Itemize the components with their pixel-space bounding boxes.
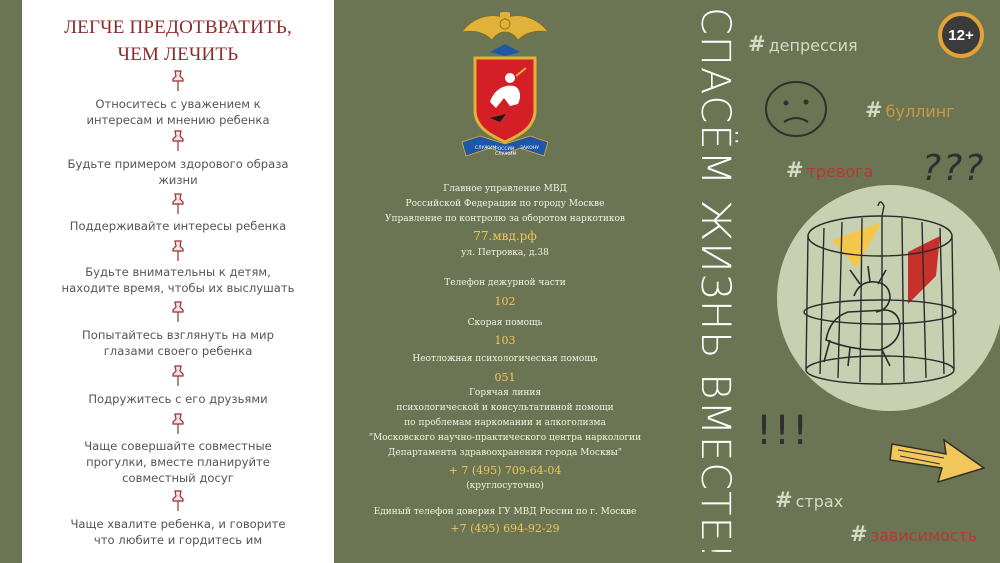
tip-healthy-example: Будьте примером здорового образа жизни	[67, 157, 289, 187]
ribbon-text-left: СЛУЖИМ	[475, 146, 497, 151]
trust-phone-number: +7 (495) 694-92-29	[450, 522, 560, 535]
ambulance-number: 103	[494, 334, 516, 347]
ribbon-text-mid: РОССИИ	[495, 147, 515, 152]
hotline-description: Горячая линия психологической и консультативной помощи по проблемам наркомании и алкоголизма "Московского научно-практического центра наркологии Департамента здравоохранения города Москвы"	[368, 388, 642, 458]
slogan-vertical: СПАСЁМ ЖИЗНЬ ВМЕСТЕ!	[692, 6, 738, 560]
question-marks-doodle: ???	[922, 148, 986, 189]
pushpin-icon	[171, 413, 185, 435]
age-rating-badge: 12+	[938, 12, 984, 58]
tag-anxiety: # тревога	[786, 158, 874, 182]
psych-help-label: Неотложная психологическая помощь	[412, 354, 598, 364]
website-link[interactable]: 77.мвд.рф	[473, 229, 537, 243]
pushpin-icon	[171, 70, 185, 92]
tip-respect: Относитесь с уважением к интересам и мнению ребенка	[86, 97, 270, 127]
tips-title: ЛЕГЧЕ ПРЕДОТВРАТИТЬ, ЧЕМ ЛЕЧИТЬ	[64, 17, 292, 65]
pushpin-icon	[171, 193, 185, 215]
tag-bullying: # буллинг	[865, 98, 955, 122]
psych-help-number: 051	[494, 371, 516, 384]
pushpin-icon	[171, 365, 185, 387]
pushpin-icon	[171, 240, 185, 262]
ambulance-label: Скорая помощь	[467, 318, 543, 328]
tip-child-eyes: Попытайтесь взглянуть на мир глазами своего ребенка	[82, 328, 274, 358]
prevention-tips-panel	[22, 0, 334, 563]
tip-praise-child: Чаще хвалите ребенка, и говорите что любите и гордитесь им	[70, 517, 286, 547]
tip-befriend-friends: Подружитесь с его друзьями	[88, 392, 268, 406]
caged-child-illustration-icon	[790, 200, 990, 390]
duty-number: 102	[494, 295, 516, 308]
mvd-moscow-emblem-icon	[460, 10, 550, 160]
organization-name: Главное управление МВД Российской Федерации по городу Москве Управление по контролю за оборотом наркотиков	[385, 184, 625, 224]
ribbon-text-mid2: СЛУЖИМ	[495, 152, 517, 157]
duty-label: Телефон дежурной части	[444, 278, 566, 288]
pushpin-icon	[171, 130, 185, 152]
tag-addiction: # зависимость	[850, 522, 978, 546]
tag-depression: # депрессия	[748, 32, 858, 56]
tag-fear: # страх	[775, 488, 844, 512]
exclamation-marks-doodle: !!!	[756, 408, 811, 454]
hotline-hours: (круглосуточно)	[466, 481, 544, 491]
pushpin-icon	[171, 301, 185, 323]
trust-phone-label: Единый телефон доверия ГУ МВД России по г. Москве	[373, 507, 637, 517]
tip-walks-together: Чаще совершайте совместные прогулки, вместе планируйте совместный досуг	[84, 439, 272, 485]
hotline-number: + 7 (495) 709-64-04	[448, 464, 562, 477]
arrow-right-icon	[888, 420, 988, 486]
tip-support-interests: Поддерживайте интересы ребенка	[69, 219, 287, 233]
ribbon-text-right: ЗАКОНУ	[520, 146, 539, 151]
sad-face-icon	[762, 78, 830, 140]
tip-be-attentive: Будьте внимательны к детям, находите время, чтобы их выслушать	[61, 265, 295, 295]
pushpin-icon	[171, 490, 185, 512]
address-text: ул. Петровка, д.38	[461, 248, 549, 258]
